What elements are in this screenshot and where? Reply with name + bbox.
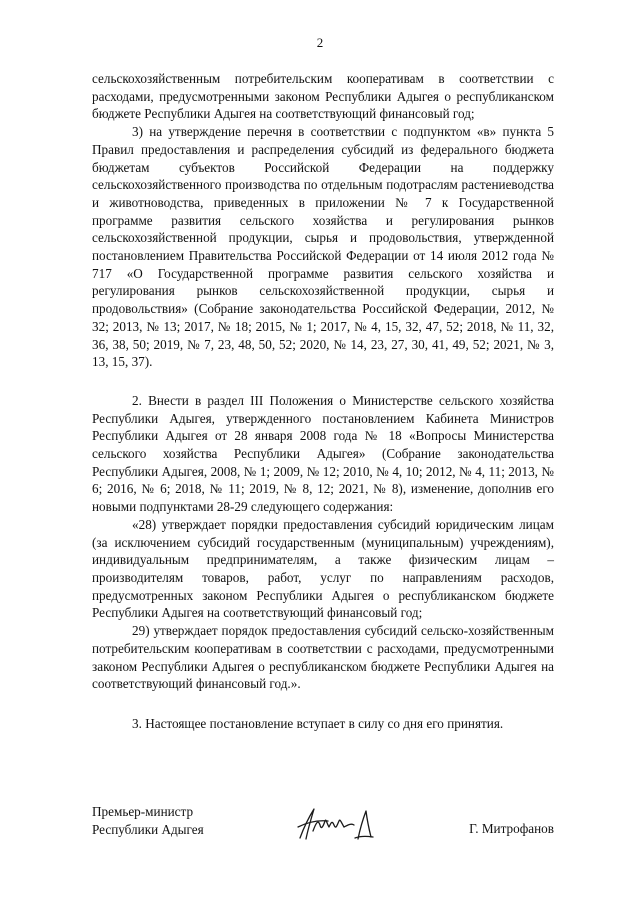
handwritten-signature bbox=[294, 805, 376, 843]
signatory-name: Г. Митрофанов bbox=[469, 821, 554, 836]
document-body bbox=[92, 70, 554, 733]
signatory-position bbox=[92, 803, 204, 838]
signatory-position-line-2: Республики Адыгея bbox=[92, 821, 204, 837]
paragraph-point-2: 2. Внести в раздел III Положения о Министерстве сельского хозяйства Республики Адыгея, утвержденного постановлением Кабинета Министров Республики Адыгея от 28 января 2008 года № 18 «Вопросы Министерства сельского хозяйства Республики Адыгея» (Собрание законодательства Республики Адыгея, 2008, № 1; 2009, № 12; 2010, № 4, 10; 2012, № 4, 11; 2013, № 6; 2016, № 6; 2018, № 11; 2019, № 8, 12; 2021, № 8), изменение, дополнив его новыми подпунктами 28-29 следующего содержания: bbox=[92, 392, 554, 515]
paragraph-subitem-28: «28) утверждает порядки предоставления субсидий юридическим лицам (за исключением субсидий государственным (муниципальным) учреждениям), индивидуальным предпринимателям, а также физическим лицам – производителям товаров, работ, услуг по направлениям расходов, предусмотренных законом Республики Адыгея о республиканском бюджете Республики Адыгея на соответствующий финансовый год; bbox=[92, 516, 554, 621]
paragraph-item-3: 3) на утверждение перечня в соответствии с подпунктом «в» пункта 5 Правил предоставления и распределения субсидий из федерального бюджета бюджетам субъектов Российской Федерации на поддержку сельскохозяйственного производства по отдельным подотраслям растениеводства и животноводства, приведенных в приложении № 7 к Государственной программе развития сельского хозяйства и регулирования рынков сельскохозяйственной продукции, сырья и продовольствия, утвержденной постановлением Правительства Российской Федерации от 14 июля 2012 года № 717 «О Государственной программе развития сельского хозяйства и регулирования рынков сельскохозяйственной продукции, сырья и продовольствия» (Собрание законодательства Российской Федерации, 2012, № 32; 2013, № 13; 2017, № 18; 2015, № 1; 2017, № 4, 15, 32, 47, 52; 2018, № 11, 32, 36, 38, 50; 2019, № 7, 23, 48, 50, 52; 2020, № 14, 23, 27, 30, 41, 49, 52; 2021, № 3, 13, 15, 37). bbox=[92, 124, 554, 370]
signature-block bbox=[92, 803, 554, 843]
signatory-position-line-1: Премьер-министр bbox=[92, 804, 194, 819]
paragraph-point-3: 3. Настоящее постановление вступает в силу со дня его принятия. bbox=[132, 715, 504, 731]
page-number: 2 bbox=[316, 35, 324, 50]
paragraph-continuation: сельскохозяйственным потребительским кооперативам в соответствии с расходами, предусмотренными законом Республики Адыгея о республиканском бюджете Республики Адыгея на соответствующий финансовый год; bbox=[92, 71, 554, 122]
paragraph-subitem-29: 29) утверждает порядок предоставления субсидий сельско-хозяйственным потребительским кооперативам в соответствии с расходами, предусмотренными законом Республики Адыгея о республиканском бюджете Республики Адыгея на соответствующий финансовый год.». bbox=[92, 623, 554, 692]
